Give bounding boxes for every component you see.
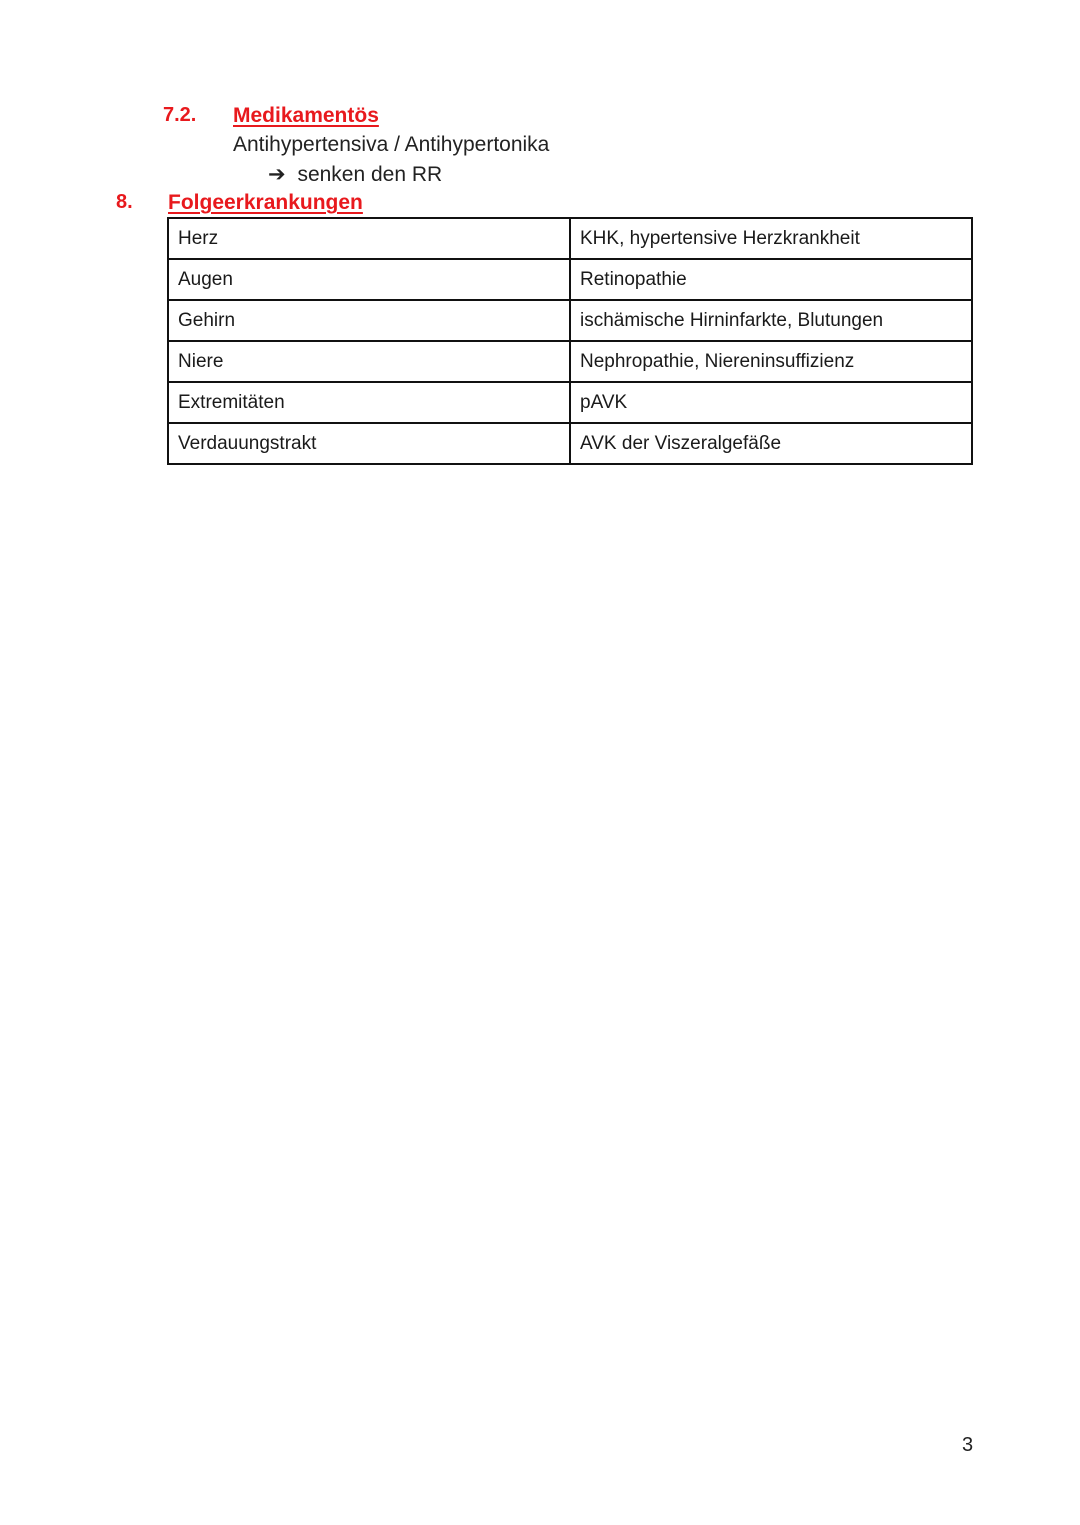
page-number: 3: [962, 1434, 974, 1456]
section-7-2-heading: Medikamentös: [233, 104, 379, 127]
table-row: [168, 218, 972, 259]
disease-cell: Retinopathie: [570, 259, 972, 300]
arrow-line: [268, 162, 442, 187]
organ-cell: Augen: [168, 259, 570, 300]
disease-cell: ischämische Hirninfarkte, Blutungen: [570, 300, 972, 341]
section-8-number: 8.: [116, 191, 133, 213]
section-7-2-text: Antihypertensiva / Antihypertonika: [233, 133, 550, 156]
folgeerkrankungen-table: [167, 217, 973, 465]
organ-cell: Verdauungstrakt: [168, 423, 570, 464]
organ-cell: Gehirn: [168, 300, 570, 341]
disease-cell: pAVK: [570, 382, 972, 423]
table-row: [168, 259, 972, 300]
arrow-line-text: senken den RR: [297, 163, 443, 186]
organ-cell: Niere: [168, 341, 570, 382]
table-row: [168, 382, 972, 423]
organ-cell: Herz: [168, 218, 570, 259]
table-row: [168, 300, 972, 341]
disease-cell: Nephropathie, Niereninsuffizienz: [570, 341, 972, 382]
section-8-heading: Folgeerkrankungen: [168, 191, 363, 214]
disease-cell: AVK der Viszeralgefäße: [570, 423, 972, 464]
table-row: [168, 423, 972, 464]
disease-cell: KHK, hypertensive Herzkrankheit: [570, 218, 972, 259]
arrow-right-icon: ➔: [268, 163, 286, 186]
table-row: [168, 341, 972, 382]
section-7-2-number: 7.2.: [163, 104, 197, 126]
organ-cell: Extremitäten: [168, 382, 570, 423]
